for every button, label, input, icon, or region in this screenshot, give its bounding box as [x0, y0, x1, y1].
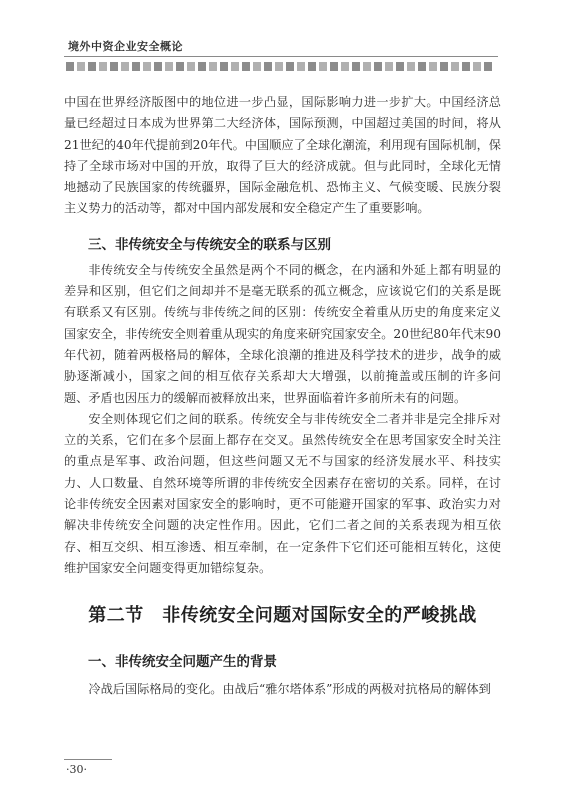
footer-rule	[64, 759, 112, 760]
paragraph-4: 冷战后国际格局的变化。由战后“雅尔塔体系”形成的两极对抗格局的解体到	[88, 682, 491, 697]
decorative-square-strip	[66, 62, 492, 73]
subsection-heading-1: 一、非传统安全问题产生的背景	[88, 654, 277, 671]
header-rule	[64, 56, 498, 57]
page-body	[64, 92, 501, 701]
paragraph-1: 中国在世界经济版图中的地位进一步凸显，国际影响力进一步扩大。中国经济总量已经超过日本成为世界第二大经济体，国际预测，中国超过美国的时间，将从21世纪的40年代提前到20年代。中国顺应了全球化潮流，利用现有国际机制，保持了全球市场对中国的开放，取得了巨大的经济成就。但与此同时，全球化无情地撼动了民族国家的传统疆界，国际金融危机、恐怖主义、气候变暖、民族分裂主义势力的活动等，都对中国内部发展和安全稳定产生了重要影响。	[64, 95, 501, 216]
paragraph-2: 非传统安全与传统安全虽然是两个不同的概念，在内涵和外延上都有明显的差异和区别，但它们之间却并不是毫无联系的孤立概念，应该说它们的关系是既有联系又有区别。传统与非传统之间的区别：传统安全着重从历史的角度来定义国家安全，非传统安全则着重从现实的角度来研究国家安全。20世纪80年代末90年代初，随着两极格局的解体，全球化浪潮的推进及科学技术的进步，战争的威胁逐渐减小，国家之间的相互依存关系却大大增强，以前掩盖或压制的许多问题、矛盾也因压力的缓解而被释放出来，世界面临着许多前所未有的问题。	[64, 262, 501, 405]
running-head-title: 境外中资企业安全概论	[68, 40, 183, 53]
paragraph-3: 安全则体现它们之间的联系。传统安全与非传统安全二者并非是完全排斥对立的关系，它们在多个层面上都存在交叉。虽然传统安全在思考国家安全时关注的重点是军事、政治问题，但这些问题又无不与国家的经济发展水平、科技实力、人口数量、自然环境等所谓的非传统安全因素存在密切的关系。同样，在讨论非传统安全因素对国家安全的影响时，更不可能避开国家的军事、政治实力对解决非传统安全问题的决定性作用。因此，它们二者之间的关系表现为相互依存、相互交织、相互渗透、相互牵制，在一定条件下它们还可能相互转化，这使维护国家安全问题变得更加错综复杂。	[64, 411, 501, 575]
page-number: ·30·	[66, 763, 87, 776]
subsection-heading-3: 三、非传统安全与传统安全的联系与区别	[88, 236, 331, 253]
section-title: 第二节 非传统安全问题对国际安全的严峻挑战	[88, 605, 477, 627]
